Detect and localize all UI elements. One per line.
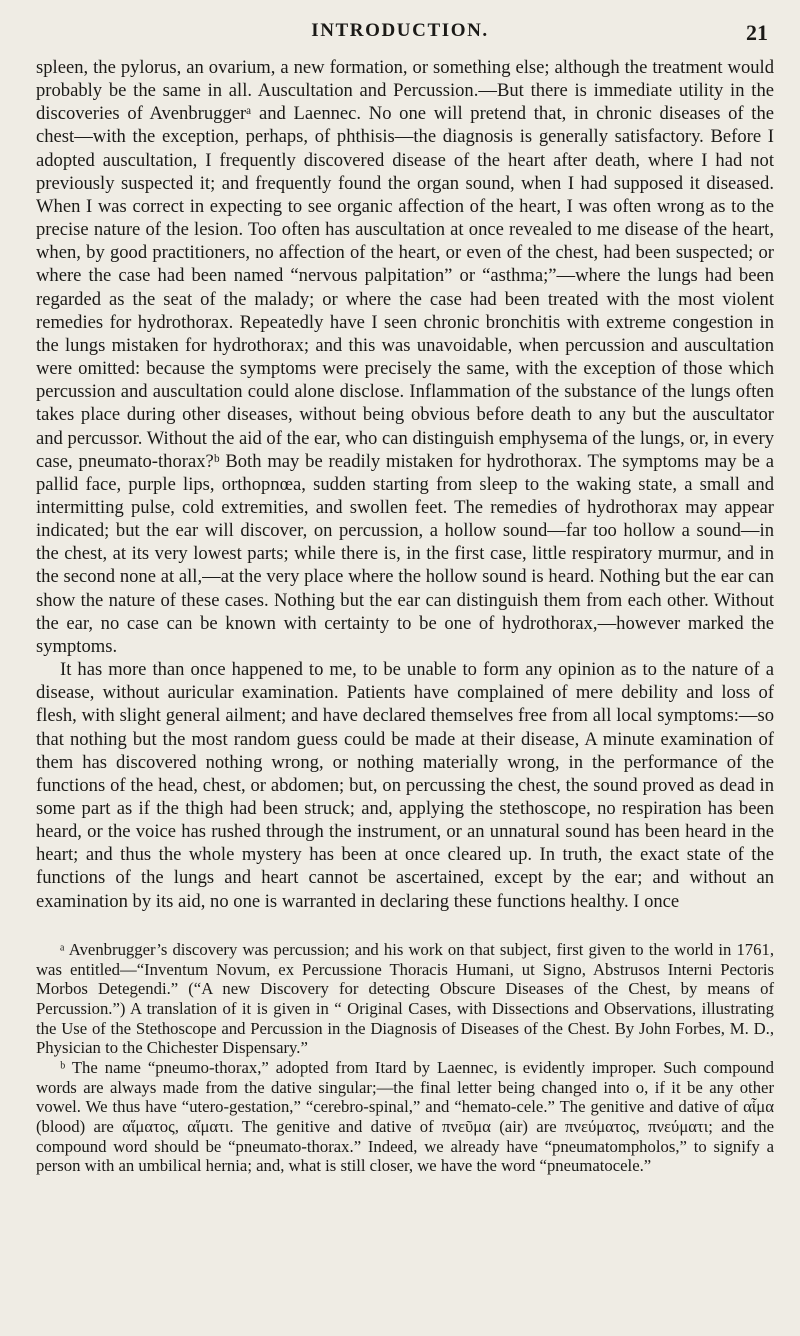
footnote-a: ᵃ Avenbrugger’s discovery was percussion; and his work on that subject, first given to the world in 1761, was entitled—“Inventum Novum, ex Percussione Thoracis Humani, ut Signo, Abstrusos Interni Pectoris Morbos Detegendi.” (“A new Discovery for detecting Obscure Diseases of the Chest, by means of Percussion.”) A translation of it is given in “ Original Cases, with Dissections and Observations, illustrating the Use of the Stethoscope and Percussion in the Diagnosis of Diseases of the Chest. By John Forbes, M. D., Physician to the Chichester Dispensary.” <box>36 940 774 1058</box>
main-text <box>36 56 774 913</box>
paragraph: spleen, the pylorus, an ovarium, a new formation, or something else; although the treatment would probably be the same in all. Auscultation and Percussion.—But there is immediate utility in the discoveries of Avenbruggerᵃ and Laennec. No one will pretend that, in chronic diseases of the chest—with the exception, perhaps, of phthisis—the diagnosis is generally satisfactory. Before I adopted auscultation, I frequently discovered disease of the heart after death, where I had not previously suspected it; and frequently found the organ sound, when I had supposed it diseased. When I was correct in expecting to see organic affection of the heart, I was often wrong as to the precise nature of the lesion. Too often has auscultation at once revealed to me disease of the heart, when, by good practitioners, no affection of the heart, or even of the chest, had been suspected; or where the case had been named “nervous palpitation” or “asthma;”—where the lungs had been regarded as the seat of the malady; or where the case had been treated with the most violent remedies for hydrothorax. Repeatedly have I seen chronic bronchitis with extreme congestion in the lungs mistaken for hydrothorax; and this was unavoidable, when percussion and auscultation were omitted: because the symptoms were precisely the same, with the exception of those which percussion and auscultation could alone disclose. Inflammation of the substance of the lungs often takes place during other diseases, without being obvious before death to any but the auscultator and percussor. Without the aid of the ear, who can distinguish emphysema of the lungs, or, in every case, pneumato-thorax?ᵇ Both may be readily mistaken for hydrothorax. The symptoms may be a pallid face, purple lips, orthopnœa, sudden starting from sleep to the waking state, a small and intermitting pulse, cold extremities, and swollen feet. The remedies of hydrothorax may appear indicated; but the ear will discover, on percussion, a hollow sound—far too hollow a sound—in the chest, at its very lowest parts; while there is, in the first case, little respiratory murmur, and in the second none at all,—at the very place where the hollow sound is heard. Nothing but the ear can show the nature of these cases. Nothing but the ear can distinguish them from each other. Without the ear, no case can be known with certainty to be one of hydrothorax,—however marked the symptoms. <box>36 57 774 657</box>
footnotes <box>36 940 774 1176</box>
running-title: INTRODUCTION. <box>311 20 489 41</box>
page-number: 21 <box>746 20 768 45</box>
paragraph: It has more than once happened to me, to be unable to form any opinion as to the nature of a disease, without auricular examination. Patients have complained of mere debility and loss of flesh, with slight general ailment; and have declared themselves free from all local symptoms:—so that nothing but the most random guess could be made at their disease, A minute examination of them has discovered nothing wrong, or nothing materially wrong, in the performance of the functions of the head, chest, or abdomen; but, on percussing the chest, the sound proved as dead in some part as if the thigh had been struck; and, applying the stethoscope, no respiration has been heard, or the voice has rushed through the instrument, or an unnatural sound has been heard in the heart; and thus the whole mystery has been at once cleared up. In truth, the exact state of the functions of the lungs and heart cannot be ascertained, except by the ear; and without an examination by its aid, no one is warranted in declaring these functions healthy. I once <box>36 659 774 912</box>
page-header <box>0 20 800 50</box>
footnote-b: ᵇ The name “pneumo-thorax,” adopted from Itard by Laennec, is evidently improper. Such compound words are always made from the dative singular;—the final letter being changed into o, if it be any other vowel. We thus have “utero-gestation,” “cerebro-spinal,” and “hemato-cele.” The genitive and dative of αἷμα (blood) are αἵματος, αἵματι. The genitive and dative of πνεῦμα (air) are πνεύματος, πνεύματι; and the compound word should be “pneumato-thorax.” Indeed, we already have “pneumatompholos,” to signify a person with an umbilical hernia; and, what is still closer, we have the word “pneumatocele.” <box>36 1057 774 1176</box>
